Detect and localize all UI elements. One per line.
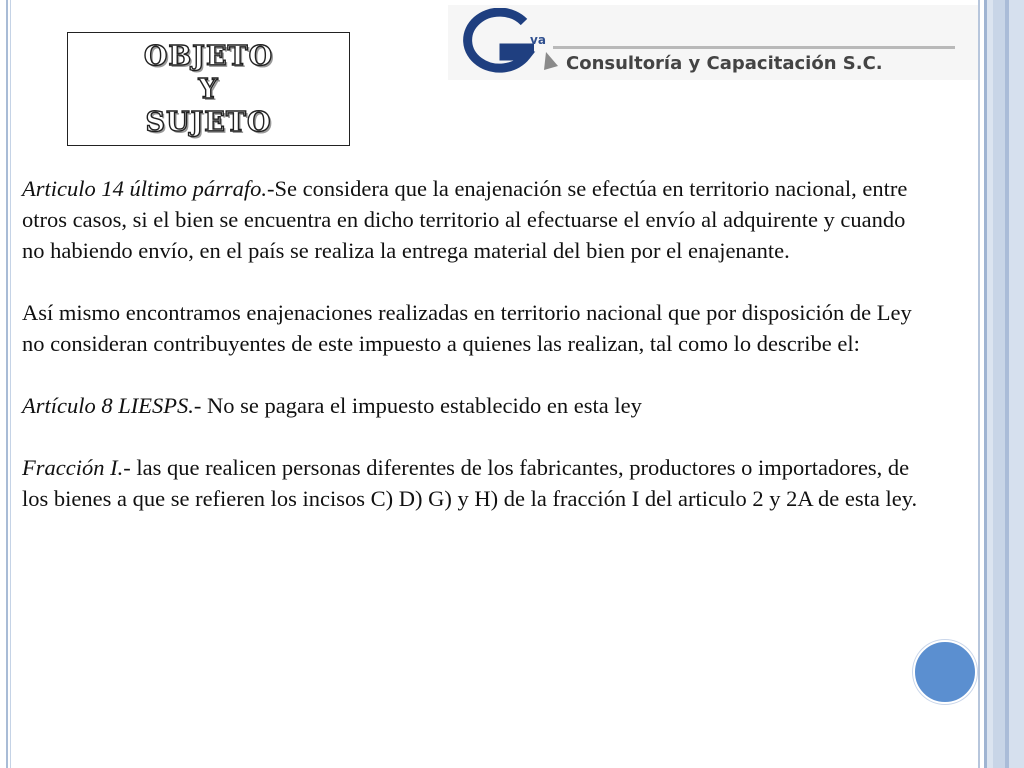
paragraph-article-8 [22,390,932,421]
decorative-circle [913,640,977,704]
fraccion-1-ref: Fracción I. [22,455,124,480]
slide-title-box [67,32,350,146]
right-decorative-stripes [978,0,1024,768]
title-line-3: SUJETO [145,106,272,138]
fraccion-1-text: - las que realicen personas diferentes de los fabricantes, productores o importadores, de los bienes a que se refieren los incisos C) D) G) y H) de la fracción I del articulo 2 y 2A de esta ley. [22,455,918,511]
title-line-2: Y [198,73,219,105]
enajenaciones-text: Así mismo encontramos enajenaciones realizadas en territorio nacional que por disposición de Ley no consideran contribuyentes de este impuesto a quienes las realizan, tal como lo describe el: [22,300,912,356]
paragraph-enajenaciones [22,297,932,359]
left-border-line-thin [10,0,11,768]
logo-mark: va [530,33,546,47]
paragraph-fraccion-1 [22,452,932,514]
article-14-ref: Articulo 14 último párrafo. [22,176,268,201]
logo-divider [553,46,955,49]
left-border-line [6,0,8,768]
article-8-text: - No se pagara el impuesto establecido en esta ley [193,393,642,418]
title-line-1: OBJETO [143,40,274,72]
logo-g-icon [454,8,564,78]
article-8-ref: Artículo 8 LIESPS. [22,393,194,418]
logo-company-name: Consultoría y Capacitación S.C. [566,53,883,74]
slide-body [22,173,932,514]
article-14-text: -Se considera que la enajenación se efectúa en territorio nacional, entre otros casos, si el bien se encuentra en dicho territorio al efectuarse el envío al adquirente y cuando no habiendo envío, en el país se realiza la entrega material del bien por el enajenante. [22,176,908,263]
company-logo [448,5,978,80]
paragraph-article-14 [22,173,932,266]
